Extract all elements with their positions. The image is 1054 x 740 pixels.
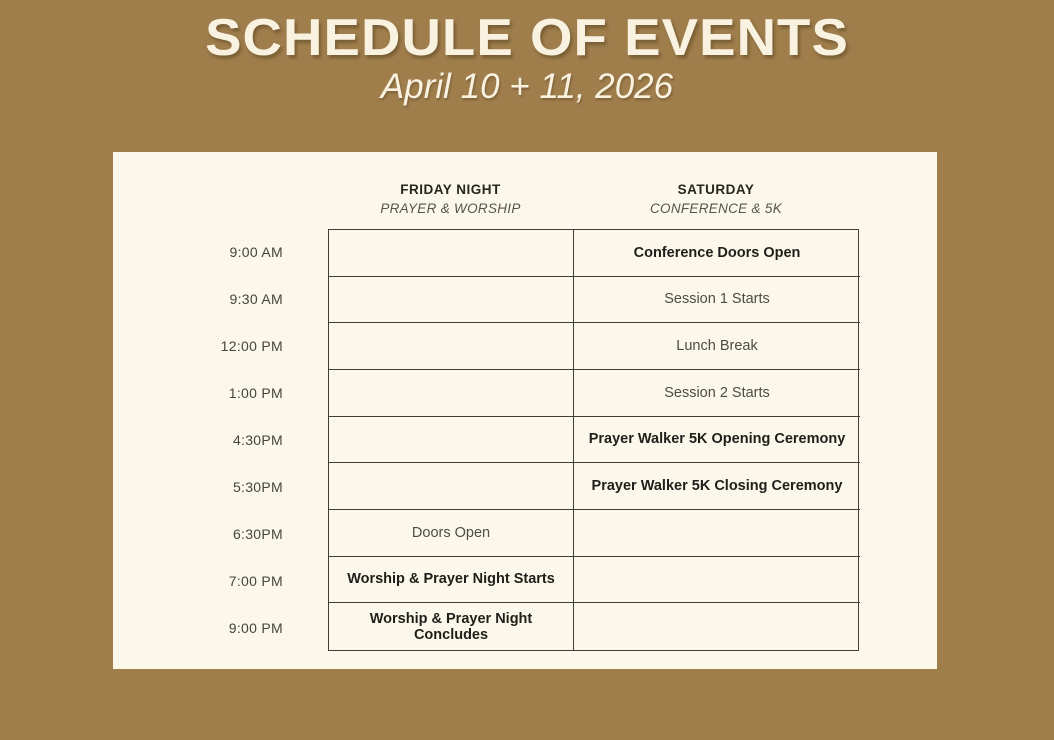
- friday-cell: [329, 277, 574, 324]
- saturday-column-subtitle: CONFERENCE & 5K: [649, 201, 783, 216]
- page-subtitle: April 10 + 11, 2026: [380, 67, 674, 106]
- friday-column-subtitle: PRAYER & WORSHIP: [380, 201, 521, 216]
- friday-cell: [329, 417, 574, 464]
- saturday-cell: Lunch Break: [574, 323, 860, 370]
- time-label: 6:30PM: [232, 525, 283, 542]
- time-label: 12:00 PM: [220, 338, 283, 355]
- friday-cell: Worship & Prayer Night Starts: [329, 557, 574, 604]
- saturday-cell: [574, 557, 860, 604]
- friday-column-title: FRIDAY NIGHT: [400, 182, 501, 197]
- saturday-cell: Conference Doors Open: [574, 230, 860, 277]
- saturday-cell: [574, 510, 860, 557]
- time-label: 7:00 PM: [228, 572, 283, 589]
- time-rail: [113, 229, 283, 651]
- saturday-cell: Session 2 Starts: [574, 370, 860, 417]
- time-label: 1:00 PM: [228, 385, 283, 402]
- time-label: 5:30PM: [232, 478, 283, 495]
- time-label: 9:00 AM: [229, 244, 283, 261]
- saturday-cell: Prayer Walker 5K Opening Ceremony: [574, 417, 860, 464]
- schedule-card: [113, 152, 937, 669]
- saturday-cell: [574, 603, 860, 650]
- friday-cell: [329, 230, 574, 277]
- column-header-saturday: [573, 182, 859, 216]
- friday-cell: [329, 463, 574, 510]
- poster-header: [0, 9, 1054, 107]
- friday-cell: [329, 370, 574, 417]
- column-headers: [328, 182, 859, 216]
- saturday-cell: Prayer Walker 5K Closing Ceremony: [574, 463, 860, 510]
- column-header-friday: [328, 182, 573, 216]
- time-label: 4:30PM: [232, 431, 283, 448]
- friday-cell: Worship & Prayer Night Concludes: [329, 603, 574, 650]
- schedule-table: [328, 229, 859, 651]
- time-label: 9:30 AM: [229, 291, 283, 308]
- page-title: SCHEDULE OF EVENTS: [205, 9, 849, 67]
- saturday-column-title: SATURDAY: [677, 182, 755, 197]
- friday-cell: Doors Open: [329, 510, 574, 557]
- friday-cell: [329, 323, 574, 370]
- saturday-cell: Session 1 Starts: [574, 277, 860, 324]
- time-label: 9:00 PM: [228, 619, 283, 636]
